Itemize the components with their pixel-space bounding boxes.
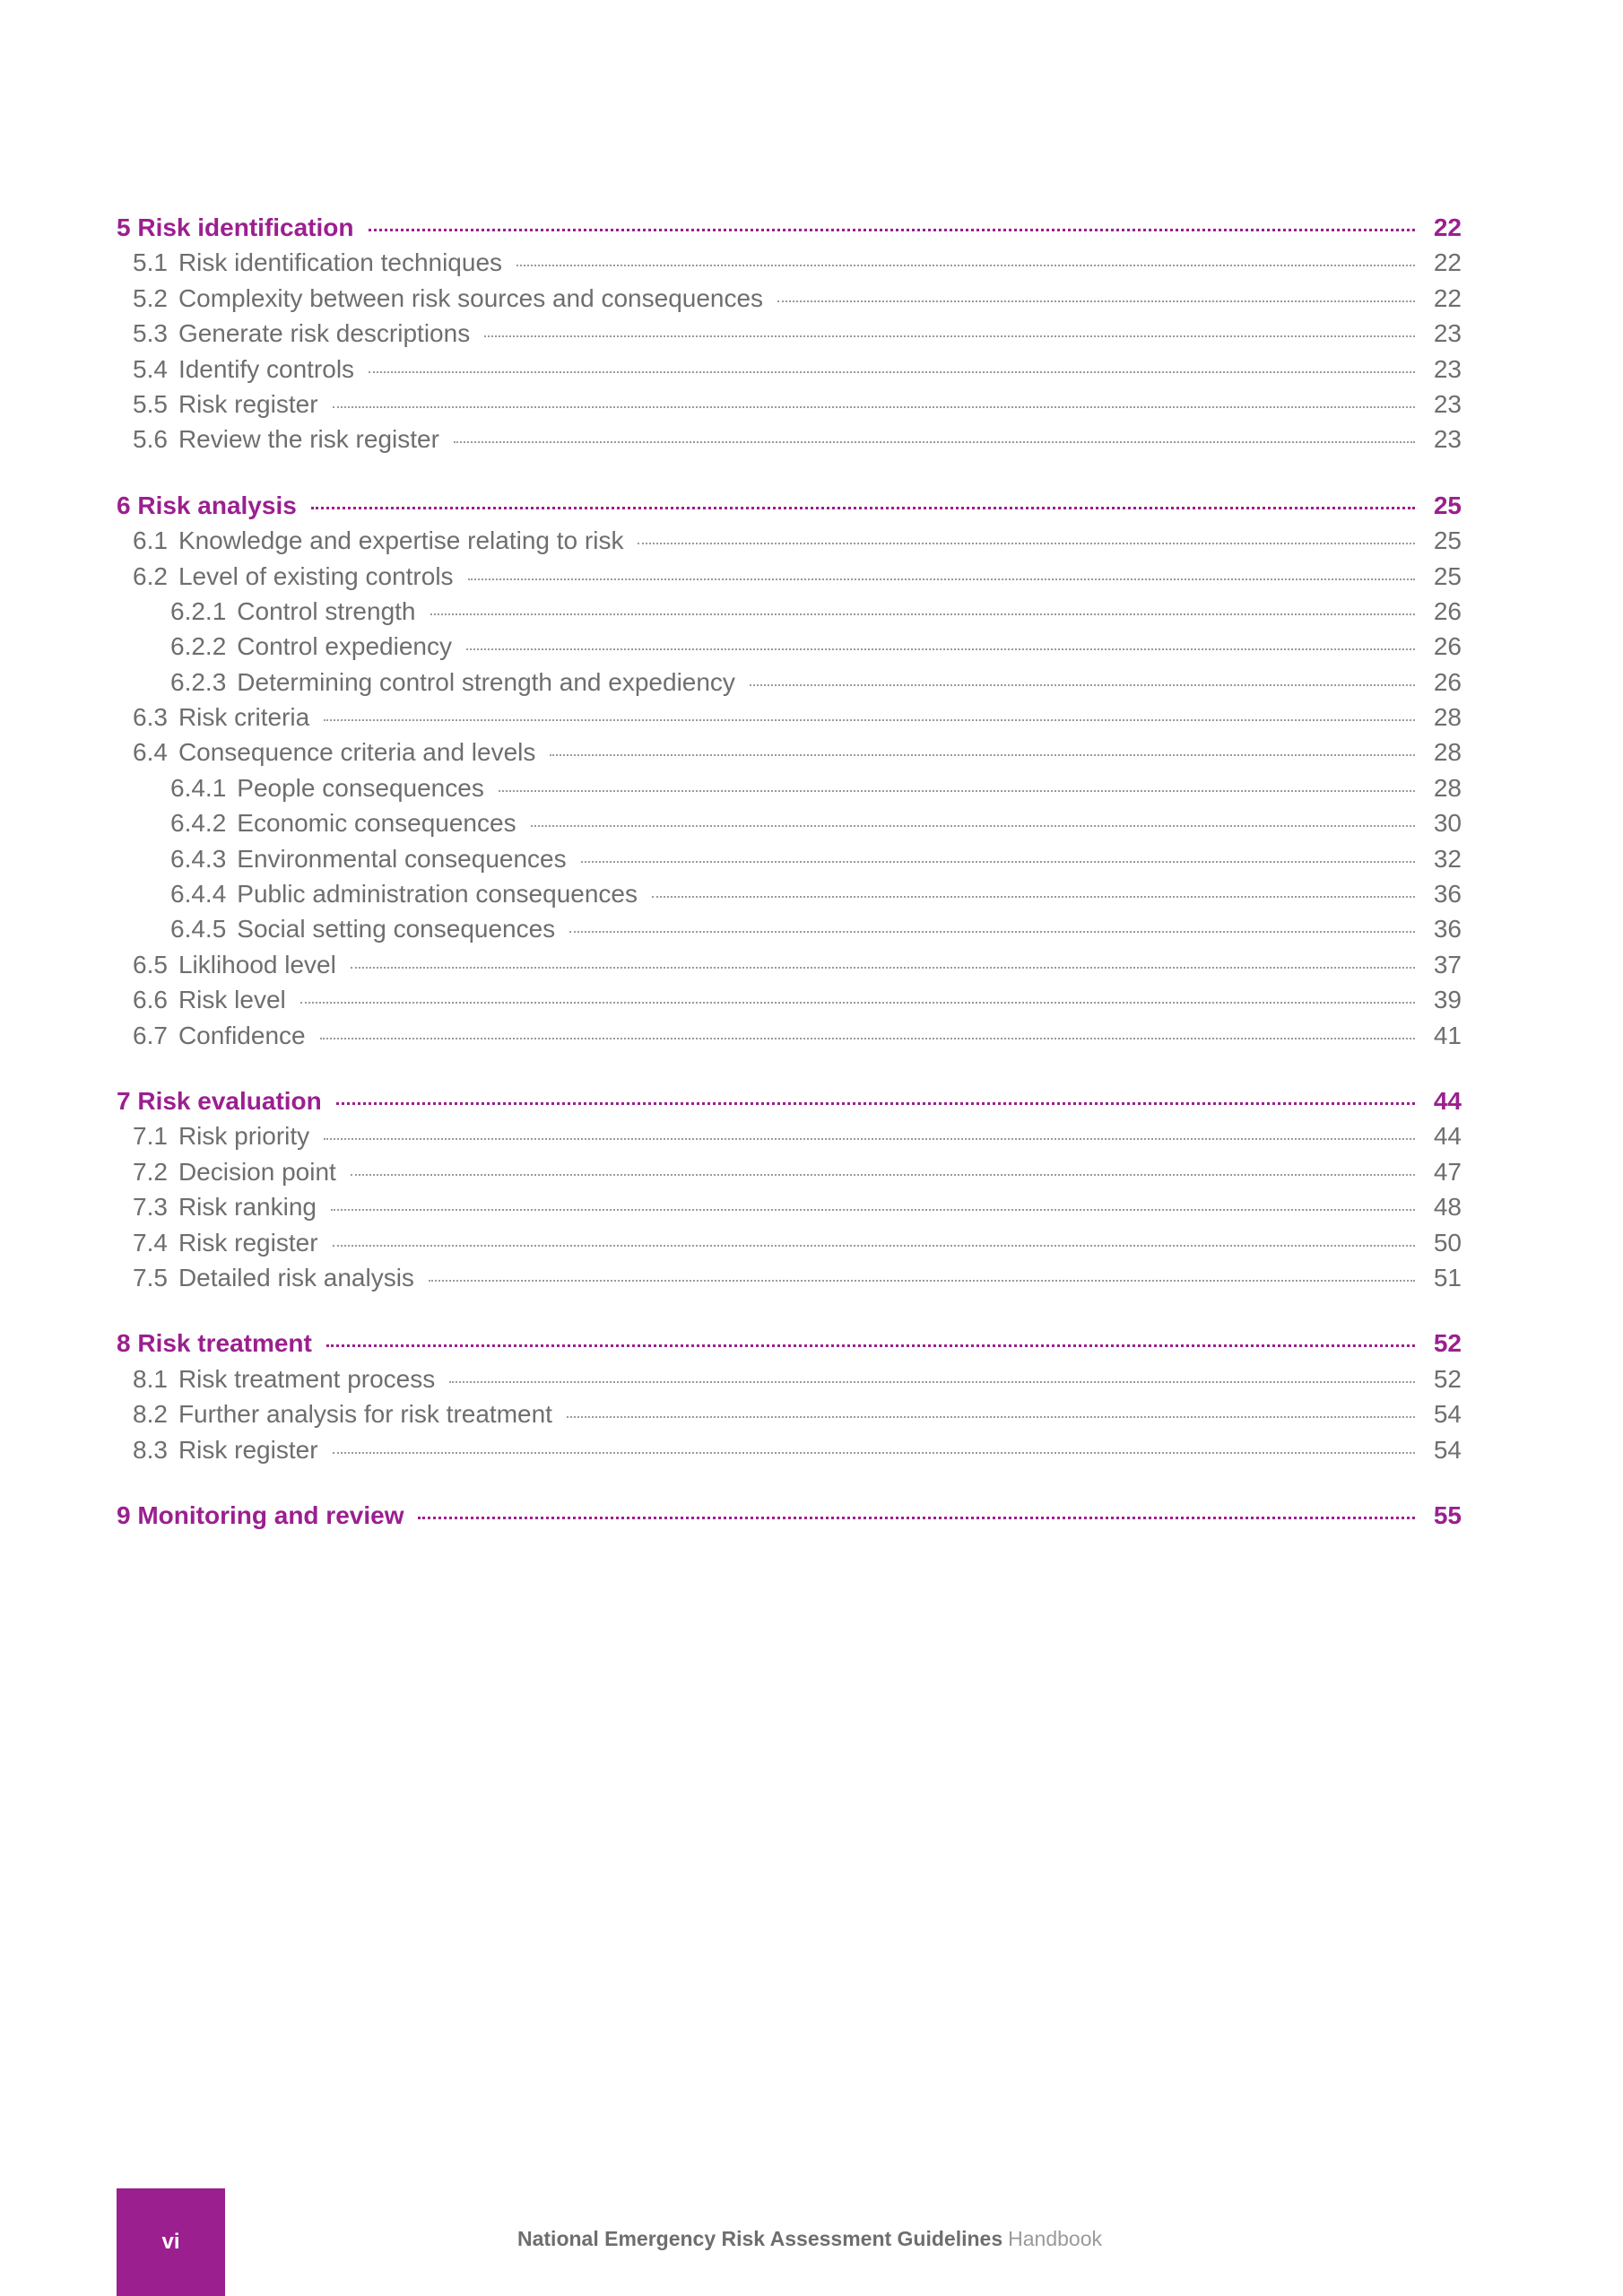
toc-entry-title bbox=[133, 526, 623, 555]
toc-page-number: 52 bbox=[1433, 1329, 1462, 1358]
toc-entry-number: 7.3 bbox=[133, 1193, 168, 1222]
toc-entry-number: 6.7 bbox=[133, 1021, 168, 1049]
toc-entry-number: 5.6 bbox=[133, 425, 168, 454]
dot-leader bbox=[454, 441, 1415, 443]
dot-leader bbox=[333, 1245, 1415, 1247]
toc-entry-number: 8.1 bbox=[133, 1364, 168, 1393]
toc-section bbox=[117, 491, 1462, 1057]
toc-entry-title bbox=[133, 738, 535, 767]
toc-section bbox=[117, 1087, 1462, 1299]
toc-entry-number: 6.2.3 bbox=[170, 667, 227, 696]
dot-leader bbox=[351, 1174, 1415, 1176]
toc-entry-label: Risk register bbox=[178, 1228, 318, 1257]
toc-chapter-heading[interactable] bbox=[117, 1329, 1462, 1364]
toc-entry-number: 6.2.1 bbox=[170, 596, 227, 625]
dot-leader bbox=[516, 265, 1415, 266]
dot-leader bbox=[333, 1452, 1415, 1454]
toc-chapter-heading[interactable] bbox=[117, 213, 1462, 248]
toc-entry-title bbox=[133, 425, 439, 454]
toc-page-number: 22 bbox=[1433, 248, 1462, 277]
dot-leader bbox=[484, 335, 1415, 337]
toc-subsubsection-entry[interactable] bbox=[117, 880, 1462, 915]
dot-leader bbox=[569, 931, 1415, 933]
toc-subsubsection-entry[interactable] bbox=[117, 809, 1462, 844]
toc-entry-title bbox=[133, 1229, 318, 1257]
toc-entry-number: 8.3 bbox=[133, 1435, 168, 1464]
toc-entry-label: Risk criteria bbox=[178, 703, 310, 732]
toc-entry-number: 7.1 bbox=[133, 1122, 168, 1151]
toc-entry-number: 6.4.5 bbox=[170, 915, 227, 944]
toc-entry-title bbox=[133, 319, 470, 348]
toc-subsubsection-entry[interactable] bbox=[117, 774, 1462, 809]
toc-entry-number: 7.2 bbox=[133, 1157, 168, 1186]
footer-title: National Emergency Risk Assessment Guidelines bbox=[517, 2227, 1003, 2250]
toc-entry-number: 5.4 bbox=[133, 354, 168, 383]
footer-suffix: Handbook bbox=[1008, 2227, 1102, 2250]
toc-entry-title bbox=[133, 1022, 306, 1050]
toc-subsubsection-entry[interactable] bbox=[117, 597, 1462, 632]
toc-subsubsection-entry[interactable] bbox=[117, 915, 1462, 950]
toc-entry-number: 6.2.2 bbox=[170, 632, 227, 661]
dot-leader bbox=[468, 578, 1415, 580]
dot-leader bbox=[449, 1381, 1415, 1383]
toc-entry-label: Decision point bbox=[178, 1157, 336, 1186]
dot-leader bbox=[320, 1038, 1415, 1039]
toc-page-number: 23 bbox=[1433, 425, 1462, 454]
toc-page-number: 30 bbox=[1433, 809, 1462, 838]
toc-subsection-entry[interactable] bbox=[117, 986, 1462, 1021]
toc-subsection-entry[interactable] bbox=[117, 703, 1462, 738]
toc-page-number: 41 bbox=[1433, 1021, 1462, 1049]
toc-entry-label: Risk priority bbox=[178, 1122, 310, 1151]
toc-entry-number: 5.3 bbox=[133, 319, 168, 348]
toc-page-number: 25 bbox=[1433, 561, 1462, 590]
toc-entry-title bbox=[133, 1400, 552, 1429]
toc-page-number: 22 bbox=[1433, 213, 1462, 241]
toc-entry-number: 6.4.3 bbox=[170, 844, 227, 873]
toc-chapter-heading[interactable] bbox=[117, 1501, 1462, 1536]
toc-page-number: 23 bbox=[1433, 319, 1462, 348]
dot-leader bbox=[324, 719, 1415, 721]
toc-entry-title bbox=[133, 703, 309, 732]
toc-entry-title: 9 Monitoring and review bbox=[117, 1500, 404, 1529]
toc-page-number: 47 bbox=[1433, 1157, 1462, 1186]
toc-entry-label: Control strength bbox=[237, 596, 416, 625]
dot-leader bbox=[429, 1280, 1415, 1282]
dot-leader bbox=[369, 371, 1415, 373]
toc-page-number: 25 bbox=[1433, 526, 1462, 555]
toc-entry-label: Identify controls bbox=[178, 354, 355, 383]
dot-leader bbox=[531, 825, 1415, 827]
toc-subsection-entry[interactable] bbox=[117, 1158, 1462, 1193]
toc-entry-number: 6.4.4 bbox=[170, 880, 227, 909]
toc-section bbox=[117, 1329, 1462, 1471]
toc-entry-label: People consequences bbox=[237, 773, 484, 802]
toc-page-number: 44 bbox=[1433, 1122, 1462, 1151]
toc-entry-label: Risk register bbox=[178, 389, 318, 418]
table-of-contents bbox=[117, 213, 1462, 1567]
toc-entry-label: Environmental consequences bbox=[237, 844, 567, 873]
toc-subsection-entry[interactable] bbox=[117, 355, 1462, 390]
dot-leader bbox=[777, 300, 1415, 302]
toc-subsection-entry[interactable] bbox=[117, 526, 1462, 561]
toc-page-number: 28 bbox=[1433, 738, 1462, 767]
toc-entry-title bbox=[170, 915, 555, 944]
toc-entry-label: Risk ranking bbox=[178, 1193, 317, 1222]
toc-entry-number: 5.5 bbox=[133, 389, 168, 418]
toc-entry-label: Complexity between risk sources and consequences bbox=[178, 283, 764, 312]
toc-page-number: 26 bbox=[1433, 632, 1462, 661]
toc-entry-label: Liklihood level bbox=[178, 950, 336, 978]
toc-chapter-heading[interactable] bbox=[117, 1087, 1462, 1122]
toc-subsection-entry[interactable] bbox=[117, 284, 1462, 319]
toc-entry-title bbox=[170, 632, 452, 661]
toc-entry-title bbox=[170, 597, 416, 626]
toc-entry-label: Confidence bbox=[178, 1021, 306, 1049]
dot-leader bbox=[369, 229, 1416, 231]
toc-page-number: 26 bbox=[1433, 596, 1462, 625]
dot-leader bbox=[300, 1002, 1415, 1004]
toc-entry-number: 6.3 bbox=[133, 703, 168, 732]
toc-page-number: 50 bbox=[1433, 1228, 1462, 1257]
toc-entry-number: 6.5 bbox=[133, 950, 168, 978]
toc-subsection-entry[interactable] bbox=[117, 738, 1462, 773]
dot-leader bbox=[430, 613, 1416, 615]
dot-leader bbox=[652, 896, 1415, 898]
toc-page-number: 37 bbox=[1433, 950, 1462, 978]
dot-leader bbox=[466, 648, 1415, 650]
toc-entry-label: Economic consequences bbox=[237, 809, 516, 838]
toc-subsection-entry[interactable] bbox=[117, 1022, 1462, 1057]
toc-page-number: 25 bbox=[1433, 491, 1462, 519]
toc-page-number: 48 bbox=[1433, 1193, 1462, 1222]
dot-leader bbox=[550, 754, 1415, 756]
toc-section bbox=[117, 1501, 1462, 1536]
dot-leader bbox=[336, 1102, 1415, 1105]
dot-leader bbox=[351, 967, 1415, 969]
toc-entry-number: 5.1 bbox=[133, 248, 168, 277]
toc-subsection-entry[interactable] bbox=[117, 248, 1462, 283]
toc-entry-title bbox=[133, 951, 336, 979]
toc-subsection-entry[interactable] bbox=[117, 1264, 1462, 1299]
toc-subsubsection-entry[interactable] bbox=[117, 845, 1462, 880]
toc-subsection-entry[interactable] bbox=[117, 1229, 1462, 1264]
toc-entry-title bbox=[133, 1365, 435, 1394]
dot-leader bbox=[499, 790, 1415, 792]
dot-leader bbox=[331, 1209, 1415, 1211]
toc-entry-title bbox=[133, 284, 763, 313]
dot-leader bbox=[567, 1416, 1415, 1418]
toc-entry-label: Review the risk register bbox=[178, 425, 439, 454]
toc-entry-label: Level of existing controls bbox=[178, 561, 454, 590]
toc-entry-title bbox=[133, 1193, 317, 1222]
toc-page-number: 51 bbox=[1433, 1263, 1462, 1292]
page-number-tab bbox=[117, 2188, 225, 2296]
toc-subsection-entry[interactable] bbox=[117, 1122, 1462, 1157]
toc-page-number: 39 bbox=[1433, 986, 1462, 1014]
toc-entry-label: Risk treatment process bbox=[178, 1364, 436, 1393]
toc-subsection-entry[interactable] bbox=[117, 1365, 1462, 1400]
toc-page-number: 54 bbox=[1433, 1435, 1462, 1464]
toc-entry-title bbox=[170, 880, 638, 909]
toc-entry-label: Risk level bbox=[178, 986, 286, 1014]
toc-entry-title: 7 Risk evaluation bbox=[117, 1086, 322, 1115]
toc-entry-title bbox=[133, 355, 354, 384]
toc-entry-title bbox=[170, 668, 735, 697]
toc-entry-number: 8.2 bbox=[133, 1400, 168, 1429]
toc-entry-title bbox=[170, 845, 567, 874]
toc-page-number: 44 bbox=[1433, 1086, 1462, 1115]
toc-entry-title bbox=[133, 1264, 414, 1292]
toc-entry-label: Detailed risk analysis bbox=[178, 1263, 414, 1292]
toc-subsection-entry[interactable] bbox=[117, 319, 1462, 354]
toc-entry-title bbox=[170, 774, 484, 803]
toc-entry-label: Consequence criteria and levels bbox=[178, 738, 536, 767]
toc-page-number: 23 bbox=[1433, 354, 1462, 383]
toc-page-number: 52 bbox=[1433, 1364, 1462, 1393]
toc-entry-label: Risk identification techniques bbox=[178, 248, 503, 277]
toc-entry-number: 6.4.1 bbox=[170, 773, 227, 802]
toc-subsection-entry[interactable] bbox=[117, 390, 1462, 425]
toc-entry-label: Control expediency bbox=[237, 632, 452, 661]
dot-leader bbox=[638, 543, 1415, 544]
toc-subsubsection-entry[interactable] bbox=[117, 668, 1462, 703]
toc-entry-label: Further analysis for risk treatment bbox=[178, 1400, 552, 1429]
toc-entry-title bbox=[133, 986, 286, 1014]
toc-entry-label: Public administration consequences bbox=[237, 880, 638, 909]
running-footer bbox=[517, 2227, 1102, 2251]
toc-entry-label: Risk register bbox=[178, 1435, 318, 1464]
toc-entry-number: 6.4.2 bbox=[170, 809, 227, 838]
toc-subsection-entry[interactable] bbox=[117, 1193, 1462, 1228]
toc-entry-label: Determining control strength and expediency bbox=[237, 667, 735, 696]
toc-subsection-entry[interactable] bbox=[117, 562, 1462, 597]
toc-page-number: 22 bbox=[1433, 283, 1462, 312]
dot-leader bbox=[311, 507, 1415, 509]
toc-subsubsection-entry[interactable] bbox=[117, 632, 1462, 667]
toc-chapter-heading[interactable] bbox=[117, 491, 1462, 526]
toc-entry-label: Knowledge and expertise relating to risk bbox=[178, 526, 624, 555]
toc-entry-number: 6.4 bbox=[133, 738, 168, 767]
toc-page-number: 54 bbox=[1433, 1400, 1462, 1429]
toc-entry-number: 6.6 bbox=[133, 986, 168, 1014]
toc-entry-title bbox=[133, 1122, 309, 1151]
toc-entry-label: Generate risk descriptions bbox=[178, 319, 471, 348]
dot-leader bbox=[326, 1344, 1415, 1347]
toc-page-number: 55 bbox=[1433, 1500, 1462, 1529]
toc-page-number: 28 bbox=[1433, 773, 1462, 802]
toc-page-number: 26 bbox=[1433, 667, 1462, 696]
toc-page-number: 36 bbox=[1433, 915, 1462, 944]
toc-entry-title bbox=[133, 1436, 318, 1465]
toc-entry-title: 5 Risk identification bbox=[117, 213, 354, 241]
toc-page-number: 32 bbox=[1433, 844, 1462, 873]
toc-entry-title bbox=[170, 809, 516, 838]
toc-entry-number: 6.1 bbox=[133, 526, 168, 555]
dot-leader bbox=[333, 406, 1415, 408]
toc-page-number: 28 bbox=[1433, 703, 1462, 732]
toc-entry-title bbox=[133, 1158, 336, 1187]
dot-leader bbox=[324, 1138, 1415, 1140]
toc-entry-title: 8 Risk treatment bbox=[117, 1329, 312, 1358]
toc-entry-title bbox=[133, 390, 318, 419]
toc-entry-label: Social setting consequences bbox=[237, 915, 556, 944]
toc-entry-number: 5.2 bbox=[133, 283, 168, 312]
dot-leader bbox=[418, 1517, 1415, 1519]
toc-subsection-entry[interactable] bbox=[117, 1400, 1462, 1435]
page-number: vi bbox=[161, 2230, 180, 2254]
toc-page-number: 23 bbox=[1433, 389, 1462, 418]
toc-subsection-entry[interactable] bbox=[117, 1436, 1462, 1471]
toc-subsection-entry[interactable] bbox=[117, 951, 1462, 986]
toc-subsection-entry[interactable] bbox=[117, 425, 1462, 460]
toc-entry-number: 7.5 bbox=[133, 1263, 168, 1292]
dot-leader bbox=[750, 684, 1415, 686]
toc-entry-number: 6.2 bbox=[133, 561, 168, 590]
dot-leader bbox=[581, 861, 1415, 863]
toc-entry-title bbox=[133, 562, 454, 591]
toc-entry-title: 6 Risk analysis bbox=[117, 491, 297, 519]
toc-section bbox=[117, 213, 1462, 461]
toc-entry-title bbox=[133, 248, 502, 277]
toc-entry-number: 7.4 bbox=[133, 1228, 168, 1257]
toc-page-number: 36 bbox=[1433, 880, 1462, 909]
